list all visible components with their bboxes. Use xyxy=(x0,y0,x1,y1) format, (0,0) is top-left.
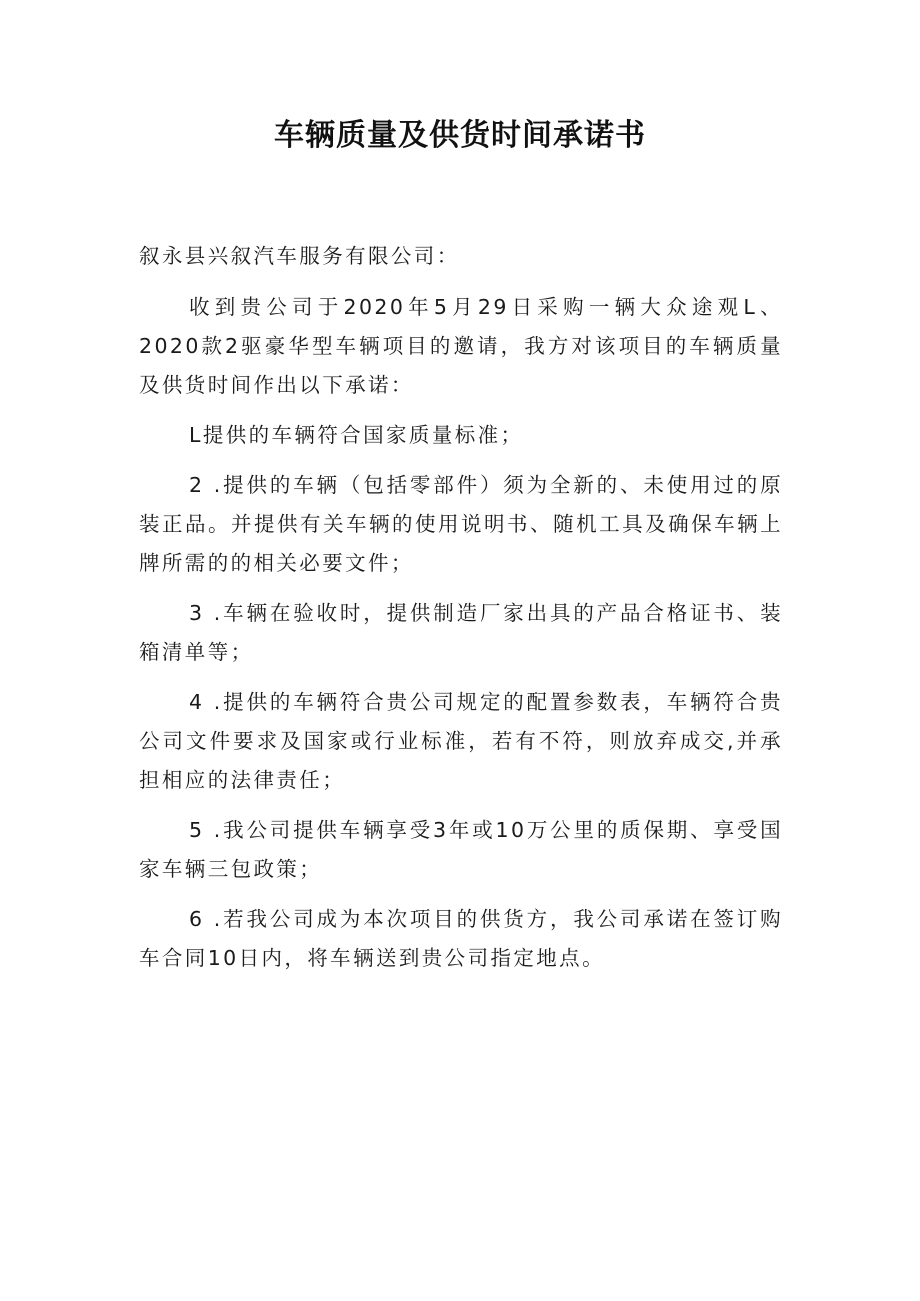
commitment-item-4: 4 .提供的车辆符合贵公司规定的配置参数表，车辆符合贵公司文件要求及国家或行业标准，若有不符，则放弃成交,并承担相应的法律责任； xyxy=(139,690,783,792)
commitment-item-3: 3 .车辆在验收时，提供制造厂家出具的产品合格证书、装箱清单等； xyxy=(139,601,783,664)
intro-paragraph: 收到贵公司于2020年5月29日采购一辆大众途观L、2020款2驱豪华型车辆项目的邀请，我方对该项目的车辆质量及供货时间作出以下承诺： xyxy=(139,295,783,397)
commitment-item-6: 6 .若我公司成为本次项目的供货方，我公司承诺在签订购车合同10日内，将车辆送到贵公司指定地点。 xyxy=(139,907,783,970)
commitment-item-5: 5 .我公司提供车辆享受3年或10万公里的质保期、享受国家车辆三包政策； xyxy=(139,818,783,881)
document-body xyxy=(139,237,783,978)
document-title: 车辆质量及供货时间承诺书 xyxy=(274,118,646,153)
commitment-item-2: 2 .提供的车辆（包括零部件）须为全新的、未使用过的原装正品。并提供有关车辆的使用说明书、随机工具及确保车辆上牌所需的的相关必要文件； xyxy=(139,473,783,575)
salutation: 叙永县兴叙汽车服务有限公司： xyxy=(139,244,460,268)
commitment-item-1: L提供的车辆符合国家质量标准； xyxy=(189,423,524,447)
